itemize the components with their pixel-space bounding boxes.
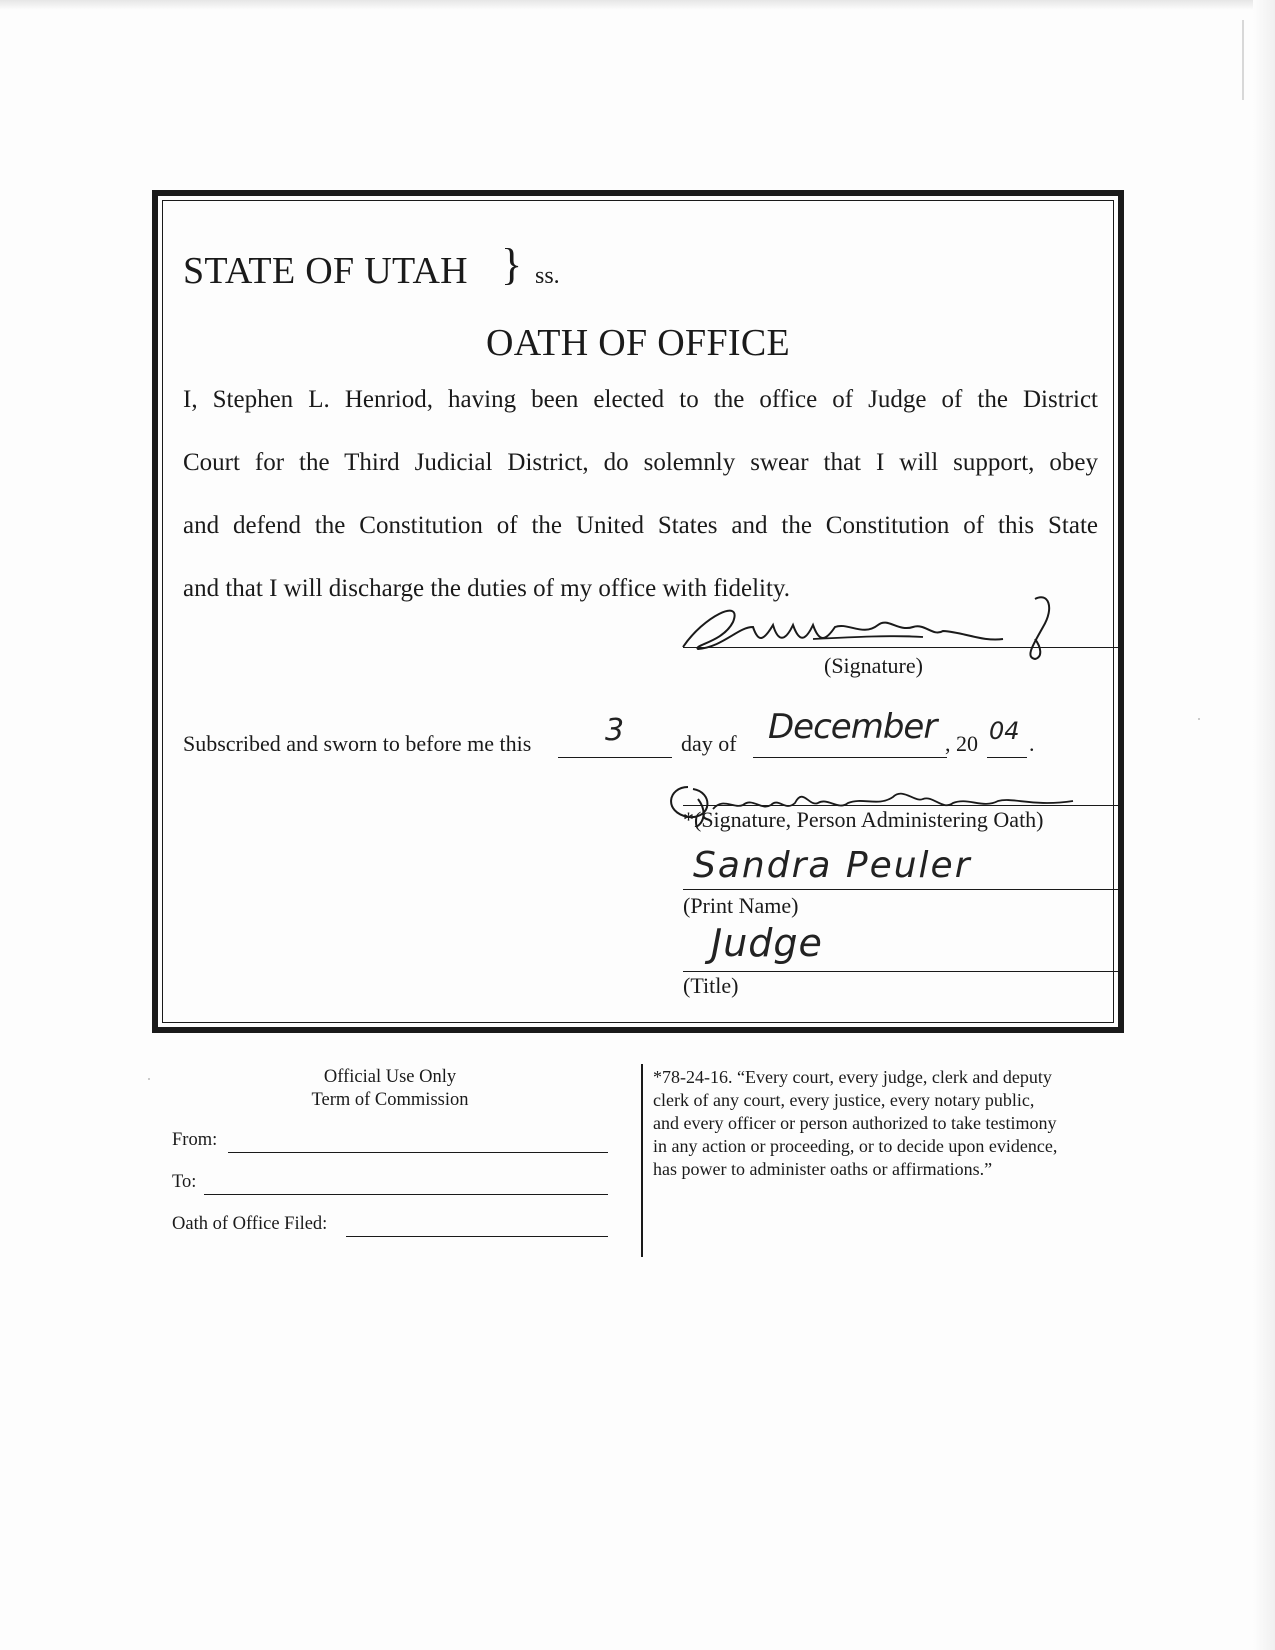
title-line xyxy=(683,971,1119,972)
from-label: From: xyxy=(172,1130,218,1150)
title-handwritten: Judge xyxy=(711,921,823,965)
oath-of-office-box xyxy=(152,190,1124,1033)
year-prefix: , 20 xyxy=(945,731,978,756)
title-caption: (Title) xyxy=(683,973,739,998)
scan-edge-right xyxy=(1253,0,1275,1650)
statute-line: clerk of any court, every justice, every notary public, xyxy=(653,1090,1035,1110)
day-of-text: day of xyxy=(681,731,737,756)
year-prefix-digits: 20 xyxy=(956,731,978,756)
statute-line: in any action or proceeding, or to decide upon evidence, xyxy=(653,1136,1058,1156)
oath-filed-label: Oath of Office Filed: xyxy=(172,1214,328,1234)
oath-filed-field[interactable] xyxy=(346,1236,608,1237)
print-name-caption: (Print Name) xyxy=(683,893,799,918)
state-heading: STATE OF UTAH xyxy=(183,250,468,292)
to-field[interactable] xyxy=(204,1194,608,1195)
print-name-handwritten: Sandra Peuler xyxy=(693,845,972,886)
to-label: To: xyxy=(172,1172,197,1192)
administering-caption: *(Signature, Person Administering Oath) xyxy=(683,807,1044,832)
official-use-title: Official Use Only xyxy=(323,1067,457,1087)
section-divider xyxy=(641,1064,643,1257)
official-use-heading xyxy=(172,1066,608,1112)
administering-signature-line xyxy=(683,805,1119,806)
year-end: . xyxy=(1029,731,1035,756)
oath-box-inner-border xyxy=(162,200,1114,1023)
day-line xyxy=(558,757,672,758)
print-name-line xyxy=(683,889,1119,890)
subscribed-text: Subscribed and sworn to before me this xyxy=(183,731,532,756)
from-field[interactable] xyxy=(228,1152,608,1153)
statute-note xyxy=(653,1066,1113,1181)
oath-body-line: and defend the Constitution of the United States and the Constitution of this State xyxy=(183,512,1098,539)
day-handwritten: 3 xyxy=(605,713,625,748)
scan-edge-top xyxy=(0,0,1275,10)
oath-body-line: Court for the Third Judicial District, do solemnly swear that I will support, obey xyxy=(183,449,1098,476)
oath-title: OATH OF OFFICE xyxy=(485,322,791,364)
signature-caption: (Signature) xyxy=(824,653,923,678)
month-handwritten: December xyxy=(768,707,937,747)
statute-line: has power to administer oaths or affirmations.” xyxy=(653,1159,993,1179)
scan-speck xyxy=(148,1078,150,1080)
scilicet-abbrev: ss. xyxy=(535,263,560,289)
scan-artifact xyxy=(1242,20,1244,100)
oath-body-line: I, Stephen L. Henriod, having been elected to the office of Judge of the District xyxy=(183,386,1098,413)
signature-line xyxy=(683,647,1119,648)
month-line xyxy=(753,757,947,758)
statute-line: *78-24-16. “Every court, every judge, clerk and deputy xyxy=(653,1067,1052,1087)
oath-body-line: and that I will discharge the duties of my office with fidelity. xyxy=(183,575,791,602)
scan-speck xyxy=(1198,718,1200,720)
year-handwritten: 04 xyxy=(989,717,1020,745)
year-line xyxy=(987,757,1027,758)
statute-line: and every officer or person authorized to take testimony xyxy=(653,1113,1057,1133)
venue-brace: } xyxy=(501,240,523,289)
term-of-commission-title: Term of Commission xyxy=(311,1090,469,1110)
